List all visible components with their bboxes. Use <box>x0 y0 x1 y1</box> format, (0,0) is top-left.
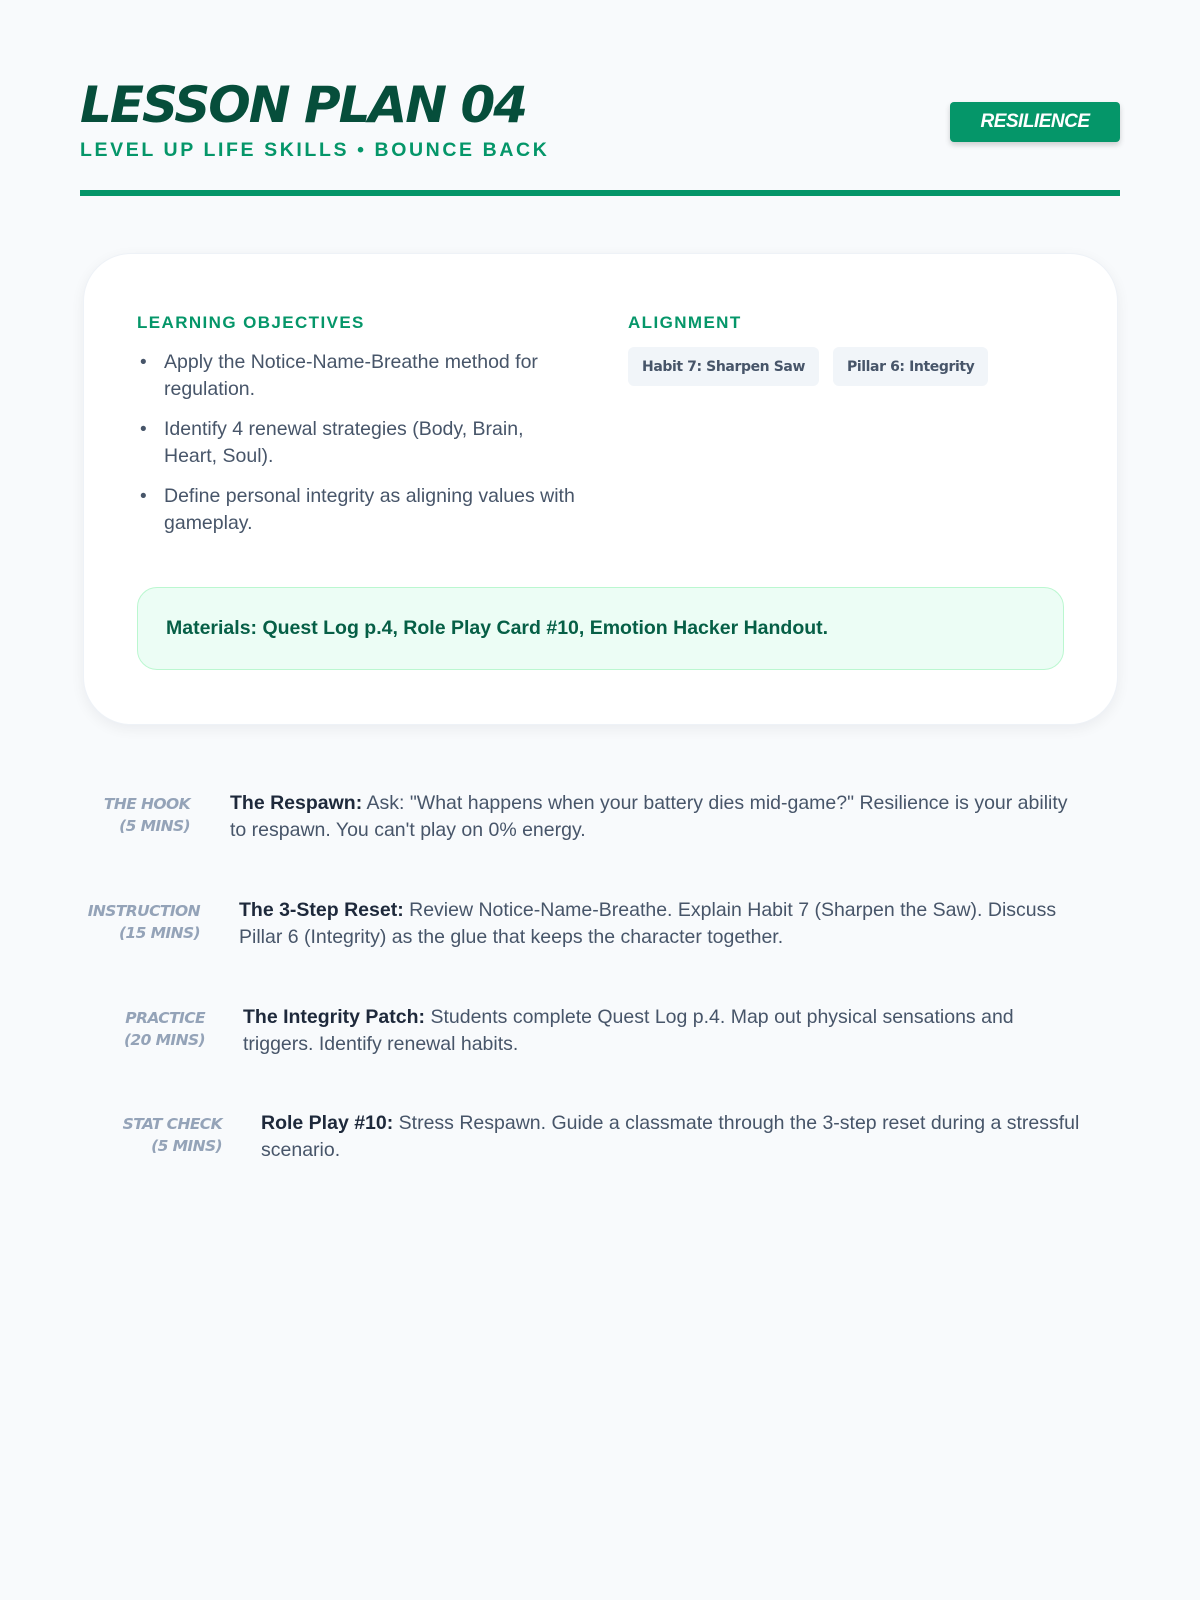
step-label <box>100 1004 205 1051</box>
bullet-icon: • <box>140 352 147 373</box>
step-duration: (5 MINS) <box>119 817 190 835</box>
lesson-step <box>88 790 1088 844</box>
step-label <box>80 897 200 944</box>
step-duration: (20 MINS) <box>123 1031 205 1049</box>
header-divider <box>80 190 1120 196</box>
step-text: Stress Respawn. Guide a classmate through the 3-step reset during a stressful scenario. <box>261 1112 1080 1161</box>
step-lead: The Respawn: <box>230 792 363 814</box>
bullet-icon: • <box>140 486 147 507</box>
step-lead: The Integrity Patch: <box>243 1006 426 1028</box>
step-body <box>261 1110 1081 1164</box>
objective-text: Apply the Notice-Name-Breathe method for regulation. <box>164 351 538 400</box>
step-text: Students complete Quest Log p.4. Map out physical sensations and triggers. Identify renewal habits. <box>243 1006 1014 1055</box>
bullet-icon: • <box>140 419 147 440</box>
step-title: INSTRUCTION <box>87 902 200 920</box>
lesson-step <box>100 1004 1100 1058</box>
lesson-step <box>100 1110 1100 1164</box>
step-body <box>230 790 1085 844</box>
step-lead: The 3-Step Reset: <box>239 899 404 921</box>
step-body <box>243 1004 1083 1058</box>
step-duration: (5 MINS) <box>151 1137 222 1155</box>
objective-text: Define personal integrity as aligning values with gameplay. <box>164 485 575 534</box>
alignment-tag: Habit 7: Sharpen Saw <box>628 347 819 386</box>
alignment-tags <box>628 347 988 386</box>
lesson-step <box>80 897 1090 951</box>
alignment-heading: ALIGNMENT <box>628 313 742 332</box>
step-title: PRACTICE <box>125 1009 205 1027</box>
alignment-tag: Pillar 6: Integrity <box>833 347 988 386</box>
objective-item <box>137 416 577 470</box>
step-label <box>88 790 190 837</box>
objective-item <box>137 349 577 403</box>
overview-card <box>83 253 1118 725</box>
topic-badge: RESILIENCE <box>950 102 1120 142</box>
step-body <box>239 897 1089 951</box>
objectives-list <box>137 349 577 550</box>
page-header <box>80 76 1120 162</box>
step-title: STAT CHECK <box>122 1115 222 1133</box>
page-title: LESSON PLAN 04 <box>80 76 527 134</box>
objective-item <box>137 483 577 537</box>
step-lead: Role Play #10: <box>261 1112 394 1134</box>
materials-box: Materials: Quest Log p.4, Role Play Card #10, Emotion Hacker Handout. <box>137 587 1064 670</box>
step-text: Ask: "What happens when your battery dies mid-game?" Resilience is your ability to respawn. You can't play on 0% energy. <box>230 792 1068 841</box>
page-subtitle: LEVEL UP LIFE SKILLS • BOUNCE BACK <box>80 139 550 161</box>
objective-text: Identify 4 renewal strategies (Body, Brain, Heart, Soul). <box>164 418 524 467</box>
step-title: THE HOOK <box>103 795 190 813</box>
step-duration: (15 MINS) <box>118 924 200 942</box>
step-text: Review Notice-Name-Breathe. Explain Habit 7 (Sharpen the Saw). Discuss Pillar 6 (Integrity) as the glue that keeps the character together. <box>239 899 1057 948</box>
step-label <box>100 1110 222 1157</box>
objectives-heading: LEARNING OBJECTIVES <box>137 313 365 332</box>
